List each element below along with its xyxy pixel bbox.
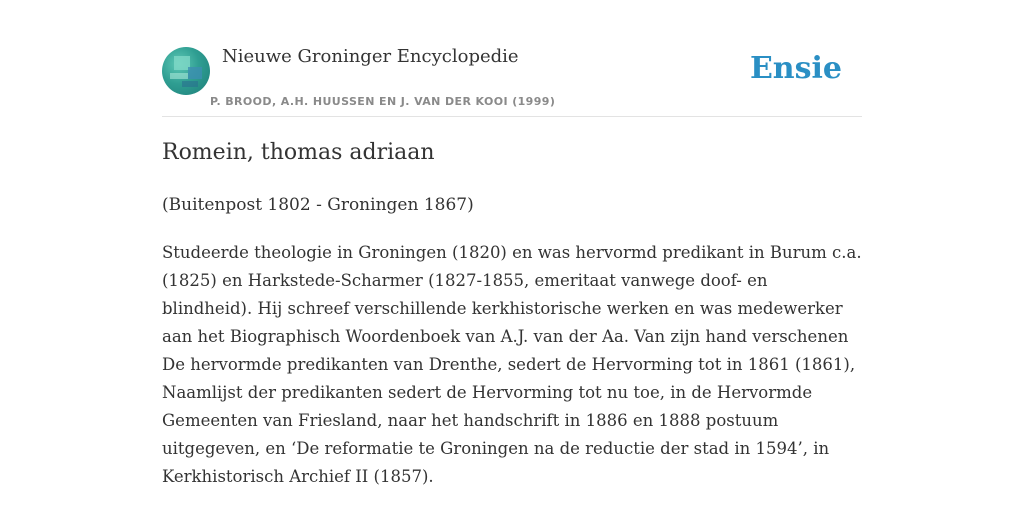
brand-logo[interactable]: Ensie — [749, 51, 842, 86]
book-cover-icon[interactable] — [162, 47, 210, 95]
entry-subtitle: (Buitenpost 1802 - Groningen 1867) — [162, 195, 474, 215]
header — [162, 40, 862, 117]
book-authors: P. BROOD, A.H. HUUSSEN EN J. VAN DER KOOI (1999) — [210, 95, 556, 108]
entry-title: Romein, thomas adriaan — [162, 140, 435, 165]
book-title[interactable]: Nieuwe Groninger Encyclopedie — [222, 46, 519, 67]
entry-body: Studeerde theologie in Groningen (1820) en was hervormd predikant in Burum c.a. (1825) en Harkstede-Scharmer (1827-1855, emeritaat vanwege doof- en blindheid). Hij schreef verschillende kerkhistorische werken en was medewerker aan het Biographisch Woordenboek van A.J. van der Aa. Van zijn hand verschenen De hervormde predikanten van Drenthe, sedert de Hervorming tot in 1861 (1861), Naamlijst der predikanten sedert de Hervorming tot nu toe, in de Hervormde Gemeenten van Friesland, naar het handschrift in 1886 en 1888 postuum uitgegeven, en ‘De reformatie te Groningen na de reductie der stad in 1594’, in Kerkhistorisch Archief II (1857). — [162, 243, 862, 486]
